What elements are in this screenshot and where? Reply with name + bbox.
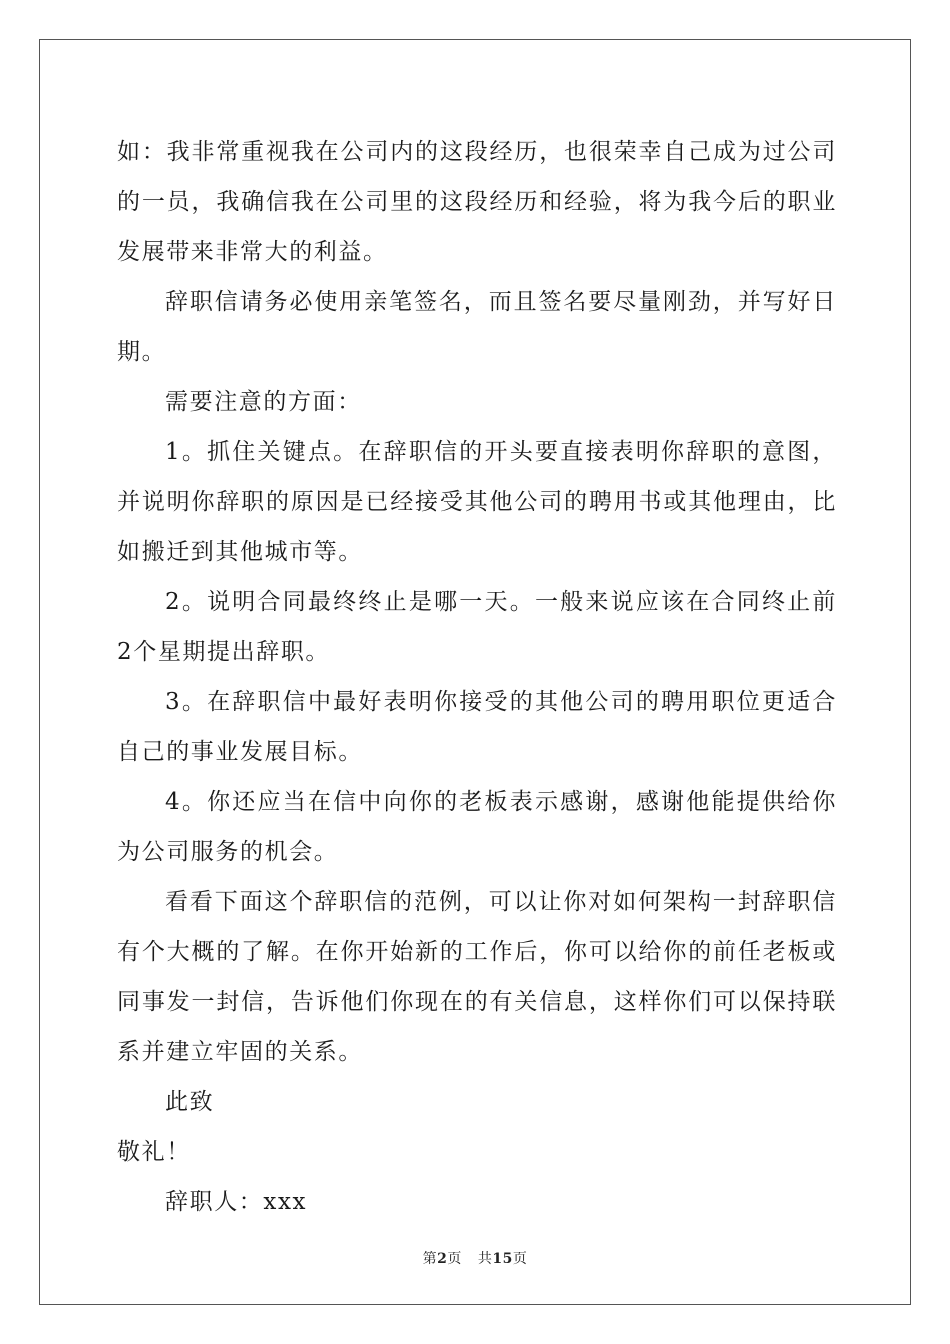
page-prefix: 第 — [422, 1251, 438, 1267]
page-suffix: 页 — [447, 1251, 462, 1267]
list-item-2: 2。说明合同最终终止是哪一天。一般来说应该在合同终止前2个星期提出辞职。 — [117, 589, 837, 665]
paragraph-signature-note: 辞职信请务必使用亲笔签名，而且签名要尽量刚劲，并写好日期。 — [117, 289, 837, 365]
page-footer — [0, 1248, 950, 1268]
total-prefix: 共 — [477, 1251, 493, 1267]
page-number: 2 — [437, 1251, 448, 1267]
signature-line: 辞职人：xxx — [165, 1189, 308, 1215]
closing-salutation: 此致 — [165, 1089, 215, 1115]
closing-regards: 敬礼！ — [117, 1139, 191, 1165]
list-item-1: 1。抓住关键点。在辞职信的开头要直接表明你辞职的意图，并说明你辞职的原因是已经接受其他公司的聘用书或其他理由，比如搬迁到其他城市等。 — [117, 439, 837, 565]
paragraph-example-intro: 看看下面这个辞职信的范例，可以让你对如何架构一封辞职信有个大概的了解。在你开始新的工作后，你可以给你的前任老板或同事发一封信，告诉他们你现在的有关信息，这样你们可以保持联系并建立牢固的关系。 — [117, 889, 837, 1065]
paragraph-notes-heading: 需要注意的方面： — [165, 389, 362, 415]
total-pages: 15 — [492, 1251, 513, 1267]
list-item-3: 3。在辞职信中最好表明你接受的其他公司的聘用职位更适合自己的事业发展目标。 — [117, 689, 837, 765]
paragraph-continuation: 如：我非常重视我在公司内的这段经历，也很荣幸自己成为过公司的一员，我确信我在公司里的这段经历和经验，将为我今后的职业发展带来非常大的利益。 — [117, 139, 837, 265]
document-body — [117, 127, 837, 1227]
total-suffix: 页 — [512, 1251, 528, 1267]
list-item-4: 4。你还应当在信中向你的老板表示感谢，感谢他能提供给你为公司服务的机会。 — [117, 789, 837, 865]
